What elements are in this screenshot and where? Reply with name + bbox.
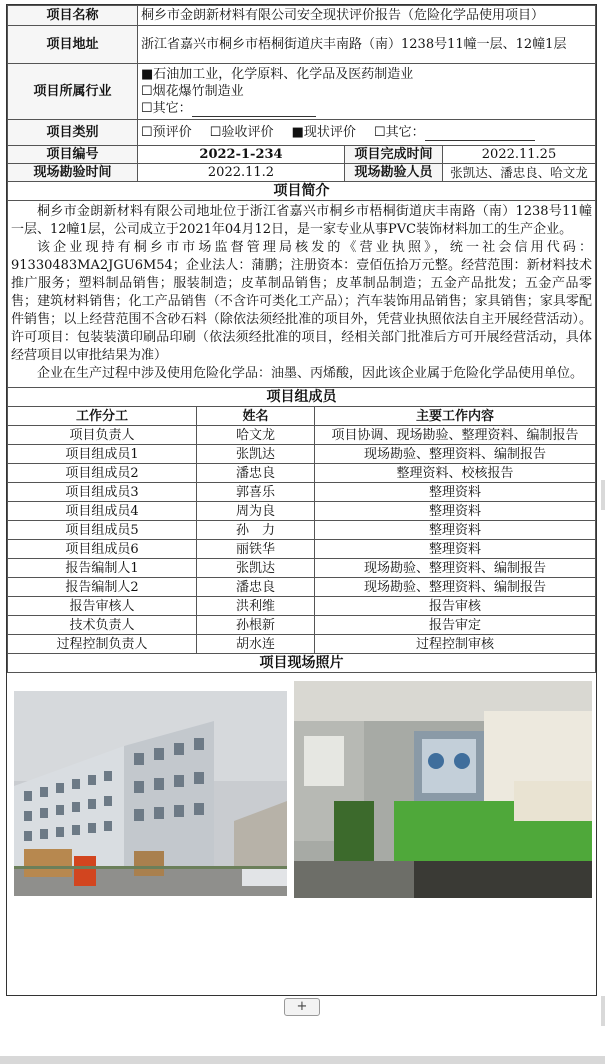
name-value: 桐乡市金朗新材料有限公司安全现状评价报告（危险化学品使用项目） [138, 6, 596, 26]
photos-title: 项目现场照片 [8, 654, 596, 673]
member-name: 潘忠良 [197, 578, 315, 597]
intro-paragraph-1: 桐乡市金朗新材料有限公司地址位于浙江省嘉兴市桐乡市梧桐街道庆丰南路（南）1238号11幢一层、12幢1层，公司成立于2021年04月12日，是一家专业从事PVC装饰材料加工的生产企业。 [11, 204, 592, 237]
member-role: 项目组成员3 [8, 483, 197, 502]
member-work: 项目协调、现场勘验、整理资料、编制报告 [315, 426, 596, 445]
photos-cell [8, 673, 596, 964]
intro-body [8, 201, 596, 388]
number-label: 项目编号 [8, 146, 138, 164]
member-work: 现场勘验、整理资料、编制报告 [315, 559, 596, 578]
team-row [8, 464, 596, 483]
industry-other-blank [192, 103, 316, 117]
member-name: 丽铁华 [197, 540, 315, 559]
team-header-name: 姓名 [197, 407, 315, 426]
member-name: 张凯达 [197, 559, 315, 578]
intro-paragraph-2: 该企业现持有桐乡市市场监督管理局核发的《营业执照》，统一社会信用代码：91330483MA2JGU6M54；企业法人：蒲鹏；注册资本：壹佰伍拾万元整。经营范围：新材料技术推广服务；塑料制品销售；服装制造；皮革制品销售；皮革制品制造；五金产品批发；五金产品零售；建筑材料销售；化工产品销售（不含许可类化工产品）；汽车装饰用品销售；家具销售；家具零配件销售；以上经营范围不含砂石料（除依法须经批准的项目外，凭营业执照依法自主开展经营活动）。许可项目：包装装潢印刷品印刷（依法须经批准的项目，经相关部门批准后方可开展经营活动，具体经营项目以审批结果为准） [11, 240, 592, 363]
team-row [8, 635, 596, 654]
survey-people-label: 现场勘验人员 [345, 164, 443, 182]
team-header-role: 工作分工 [8, 407, 197, 426]
member-work: 整理资料 [315, 540, 596, 559]
team-rows [8, 426, 596, 654]
member-role: 项目组成员6 [8, 540, 197, 559]
member-role: 报告编制人2 [8, 578, 197, 597]
team-row [8, 559, 596, 578]
survey-time-label: 现场勘验时间 [8, 164, 138, 182]
team-row [8, 521, 596, 540]
bottom-scrollbar[interactable] [0, 1056, 605, 1064]
team-row [8, 426, 596, 445]
add-button[interactable]: + [284, 998, 320, 1016]
team-table [7, 387, 596, 963]
member-role: 项目组成员5 [8, 521, 197, 540]
team-title: 项目组成员 [8, 388, 596, 407]
member-name: 洪利维 [197, 597, 315, 616]
address-value: 浙江省嘉兴市桐乡市梧桐街道庆丰南路（南）1238号11幢一层、12幢1层 [138, 26, 596, 64]
member-name: 周为良 [197, 502, 315, 521]
team-row [8, 445, 596, 464]
workshop-photo [294, 681, 592, 898]
category-option-current[interactable]: ■现状评价 [291, 125, 356, 140]
member-name: 潘忠良 [197, 464, 315, 483]
survey-time-value: 2022.11.2 [138, 164, 345, 182]
member-work: 现场勘验、整理资料、编制报告 [315, 578, 596, 597]
member-role: 项目组成员4 [8, 502, 197, 521]
member-work: 整理资料 [315, 483, 596, 502]
industry-options [138, 64, 596, 120]
done-value: 2022.11.25 [443, 146, 596, 164]
member-role: 项目组成员1 [8, 445, 197, 464]
member-work: 过程控制审核 [315, 635, 596, 654]
done-label: 项目完成时间 [345, 146, 443, 164]
intro-paragraph-3: 企业在生产过程中涉及使用危险化学品：油墨、丙烯酸，因此该企业属于危险化学品使用单位。 [37, 366, 584, 381]
member-name: 孙 力 [197, 521, 315, 540]
scrollbar-marker-bottom[interactable] [601, 996, 605, 1026]
member-role: 过程控制负责人 [8, 635, 197, 654]
name-label: 项目名称 [8, 6, 138, 26]
number-value: 2022-1-234 [138, 146, 345, 164]
team-header-work: 主要工作内容 [315, 407, 596, 426]
survey-people-value: 张凯达、潘忠良、哈文龙 [443, 164, 596, 182]
team-row [8, 616, 596, 635]
member-work: 整理资料 [315, 521, 596, 540]
member-role: 项目组成员2 [8, 464, 197, 483]
industry-option-fireworks[interactable]: ☐烟花爆竹制造业 [141, 84, 244, 99]
category-other-blank [425, 127, 535, 141]
team-row [8, 483, 596, 502]
category-option-acceptance[interactable]: ☐验收评价 [209, 125, 274, 140]
member-work: 整理资料、校核报告 [315, 464, 596, 483]
category-options [138, 120, 596, 146]
member-role: 项目负责人 [8, 426, 197, 445]
industry-label: 项目所属行业 [8, 64, 138, 120]
member-work: 报告审核 [315, 597, 596, 616]
category-label: 项目类别 [8, 120, 138, 146]
industry-option-other[interactable] [141, 100, 592, 117]
member-name: 哈文龙 [197, 426, 315, 445]
member-name: 张凯达 [197, 445, 315, 464]
member-role: 技术负责人 [8, 616, 197, 635]
report-sheet [6, 4, 597, 996]
category-option-pre[interactable]: ☐预评价 [141, 125, 192, 140]
address-label: 项目地址 [8, 26, 138, 64]
team-row [8, 540, 596, 559]
member-name: 孙根新 [197, 616, 315, 635]
info-table [7, 5, 596, 388]
team-row [8, 502, 596, 521]
member-name: 胡水连 [197, 635, 315, 654]
industry-option-chemical[interactable]: ■石油加工业，化学原料、化学品及医药制造业 [141, 67, 414, 82]
industry-option-other-label: ☐其它： [141, 101, 192, 116]
member-role: 报告编制人1 [8, 559, 197, 578]
category-option-other[interactable] [374, 125, 535, 140]
building-photo [14, 691, 287, 896]
member-work: 整理资料 [315, 502, 596, 521]
member-name: 郭喜乐 [197, 483, 315, 502]
member-role: 报告审核人 [8, 597, 197, 616]
member-work: 报告审定 [315, 616, 596, 635]
team-row [8, 597, 596, 616]
member-work: 现场勘验、整理资料、编制报告 [315, 445, 596, 464]
category-option-other-label: ☐其它： [374, 125, 425, 140]
team-row [8, 578, 596, 597]
scrollbar-marker-top[interactable] [601, 480, 605, 510]
intro-title: 项目简介 [8, 182, 596, 201]
